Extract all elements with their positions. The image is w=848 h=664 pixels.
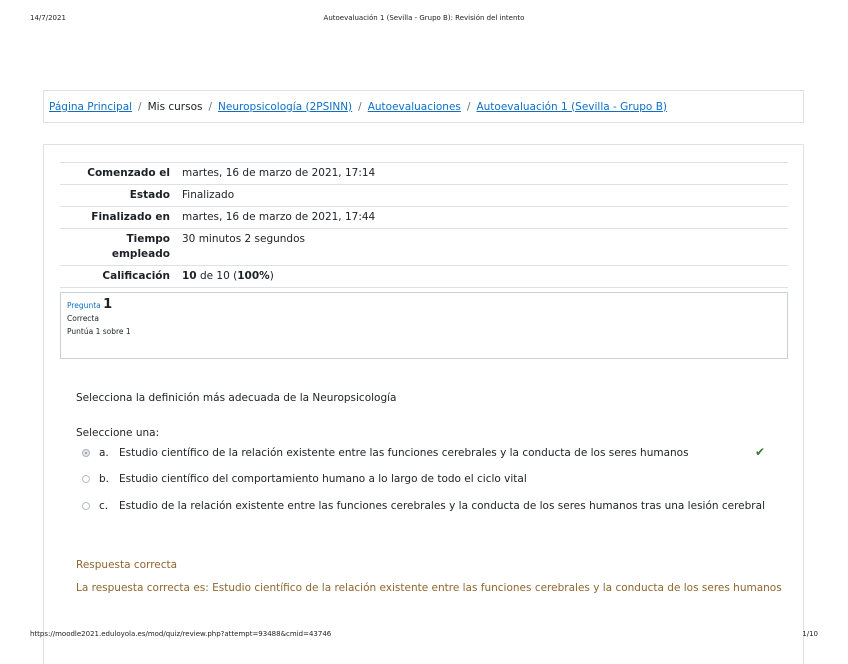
breadcrumb-separator: /	[208, 100, 213, 113]
summary-label: Finalizado en	[60, 207, 176, 229]
print-footer	[0, 630, 848, 644]
question-info-box	[60, 292, 788, 359]
answer-option-c	[82, 500, 765, 512]
grade-score: 10	[182, 270, 197, 282]
answer-text: Estudio científico de la relación existente entre las funciones cerebrales y la conducta de los seres humanos	[119, 447, 689, 459]
feedback-correct-answer: La respuesta correcta es: Estudio científico de la relación existente entre las funciones cerebrales y la conducta de los seres humanos	[76, 582, 782, 594]
question-number-value: 1	[103, 297, 113, 312]
answer-option-b	[82, 473, 527, 485]
summary-label: Calificación	[60, 266, 176, 288]
answer-text: Estudio de la relación existente entre las funciones cerebrales y la conducta de los seres humanos tras una lesión cerebral	[119, 500, 765, 512]
question-number	[67, 298, 781, 312]
answer-prompt: Seleccione una:	[76, 427, 160, 439]
grade-close: )	[269, 270, 274, 282]
time-label-line-1: Tiempo	[126, 233, 170, 245]
print-date: 14/7/2021	[30, 14, 66, 22]
breadcrumb-self-assessments-link[interactable]: Autoevaluaciones	[367, 100, 461, 113]
question-points: Puntúa 1 sobre 1	[67, 327, 131, 336]
time-label-line-2: empleado	[111, 248, 170, 260]
answer-letter: a.	[99, 447, 109, 459]
quiz-review-region	[43, 144, 804, 664]
question-status: Correcta	[67, 314, 99, 323]
summary-label: Comenzado el	[60, 163, 176, 185]
summary-value	[176, 266, 788, 288]
breadcrumb-separator: /	[466, 100, 471, 113]
grade-percent: 100%	[237, 270, 270, 282]
breadcrumb-separator: /	[358, 100, 362, 113]
answer-letter: b.	[99, 473, 110, 485]
print-url: https://moodle2021.eduloyola.es/mod/quiz/review.php?attempt=93488&cmid=43746	[30, 630, 332, 638]
breadcrumb-course-link[interactable]: Neuropsicología (2PSINN)	[218, 100, 353, 113]
answer-b-radio[interactable]	[82, 475, 90, 483]
summary-value: 30 minutos 2 segundos	[176, 229, 788, 266]
breadcrumb-home-link[interactable]: Página Principal	[49, 100, 133, 113]
summary-row-time	[60, 229, 788, 266]
answer-c-radio[interactable]	[82, 502, 90, 510]
breadcrumb-my-courses: Mis cursos	[147, 100, 203, 113]
summary-row-state	[60, 185, 788, 207]
answer-option-a	[82, 447, 689, 459]
summary-row-grade	[60, 266, 788, 288]
summary-label: Estado	[60, 185, 176, 207]
print-title: Autoevaluación 1 (Sevilla - Grupo B): Revisión del intento	[323, 14, 525, 22]
summary-row-finished	[60, 207, 788, 229]
grade-of: de 10 (	[196, 270, 238, 282]
attempt-summary-table	[60, 162, 788, 288]
breadcrumb	[43, 90, 804, 123]
summary-label	[60, 229, 176, 266]
summary-value: Finalizado	[176, 185, 788, 207]
feedback-title: Respuesta correcta	[76, 559, 178, 571]
print-page-count: 1/10	[802, 630, 818, 638]
check-icon: ✔	[755, 445, 766, 459]
breadcrumb-separator: /	[138, 100, 142, 113]
summary-row-started	[60, 163, 788, 185]
question-label: Pregunta	[67, 301, 101, 310]
answer-text: Estudio científico del comportamiento humano a lo largo de todo el ciclo vital	[119, 473, 527, 485]
print-header	[0, 14, 848, 28]
summary-value: martes, 16 de marzo de 2021, 17:14	[176, 163, 788, 185]
answer-a-radio[interactable]	[82, 449, 90, 457]
answer-letter: c.	[99, 500, 109, 512]
breadcrumb-quiz-link[interactable]: Autoevaluación 1 (Sevilla - Grupo B)	[476, 100, 667, 113]
question-text: Selecciona la definición más adecuada de la Neuropsicología	[76, 392, 397, 404]
summary-value: martes, 16 de marzo de 2021, 17:44	[176, 207, 788, 229]
